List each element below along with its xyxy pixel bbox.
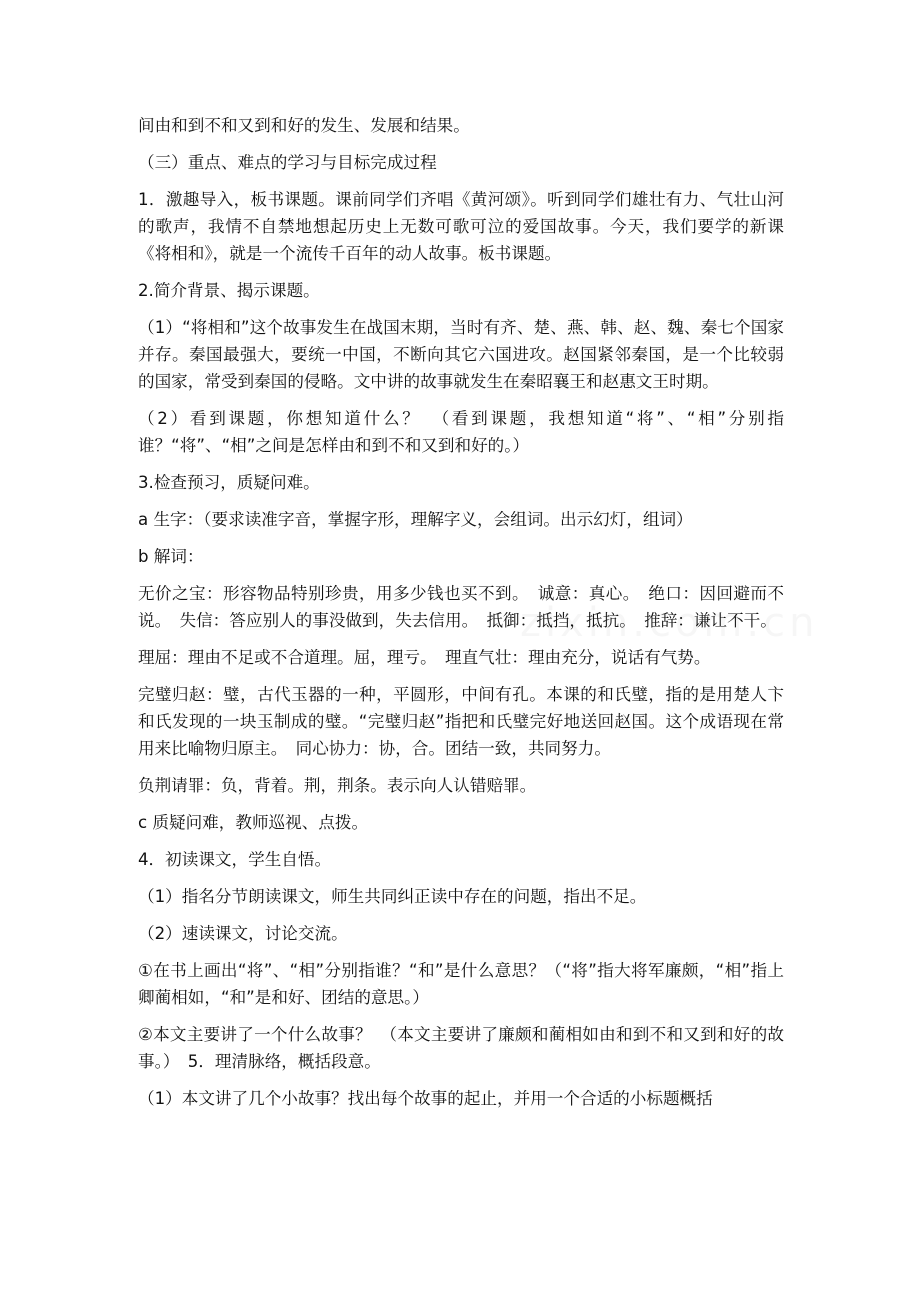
discussion-paragraph-2: ②本文主要讲了一个什么故事？ （本文主要讲了廉颇和蔺相如由和到不和又到和好的故事。） 5．理清脉络，概括段意。 [138,1025,784,1071]
step-2-heading: 2.简介背景、揭示课题。 [138,281,320,300]
vocabulary-paragraph-3: 完璧归赵：璧，古代玉器的一种，平圆形，中间有孔。本课的和氏璧，指的是用楚人卞和氏发现的一块玉制成的璧。“完璧归赵”指把和氏璧完好地送回赵国。这个成语现在常用来比喻物归原主。 同心协力：协，合。团结一致，共同努力。 [138,685,784,758]
step-1-paragraph: 1．激趣导入，板书课题。课前同学们齐唱《黄河颂》。听到同学们雄壮有力、气壮山河的歌声，我情不自禁地想起历史上无数可歌可泣的爱国故事。今天，我们要学的新课《将相和》，就是一个流传千百年的动人故事。板书课题。 [138,190,784,263]
vocabulary-paragraph-1: 无价之宝：形容物品特别珍贵，用多少钱也买不到。 诚意：真心。 绝口：因回避而不说。 失信：答应别人的事没做到，失去信用。 抵御：抵挡，抵抗。 推辞：谦让不干。 [138,584,784,630]
reading-paragraph-1: （1）指名分节朗读课文，师生共同纠正读中存在的问题，指出不足。 [138,887,647,906]
section-heading-3: （三）重点、难点的学习与目标完成过程 [138,153,437,172]
new-characters-paragraph: a 生字：（要求读准字音，掌握字形，理解字义，会组词。出示幻灯，组词） [138,510,693,529]
background-paragraph: （1）“将相和”这个故事发生在战国末期，当时有齐、楚、燕、韩、赵、魏、秦七个国家并存。秦国最强大，要统一中国，不断向其它六国进攻。赵国紧邻秦国，是一个比较弱的国家，常受到秦国的侵略。文中讲的故事就发生在秦昭襄王和赵惠文王时期。 [138,318,784,391]
paragraph-intro-end: 间由和到不和又到和好的发生、发展和结果。 [138,116,470,135]
vocabulary-paragraph-2: 理屈：理由不足或不合道理。屈，理亏。 理直气壮：理由充分，说话有气势。 [138,648,711,667]
title-question-paragraph: （2）看到课题，你想知道什么？ （看到课题，我想知道“将”、“相”分别指谁？“将”、“相”之间是怎样由和到不和又到和好的。） [138,409,784,455]
vocabulary-paragraph-4: 负荆请罪：负，背着。荆，荆条。表示向人认错赔罪。 [138,776,537,795]
questions-paragraph: c 质疑问难，教师巡视、点拨。 [138,813,369,832]
reading-paragraph-2: （2）速读课文，讨论交流。 [138,924,348,943]
discussion-paragraph-1: ①在书上画出“将”、“相”分别指谁？“和”是什么意思？（“将”指大将军廉颇，“相”指上卿蔺相如，“和”是和好、团结的意思。） [138,961,784,1007]
vocabulary-heading: b 解词： [138,547,204,566]
outline-paragraph: （1）本文讲了几个小故事？找出每个故事的起止，并用一个合适的小标题概括 [138,1089,713,1108]
step-4-heading: 4．初读课文，学生自悟。 [138,850,332,869]
step-3-heading: 3.检查预习，质疑问难。 [138,473,320,492]
document-page [138,112,784,1122]
